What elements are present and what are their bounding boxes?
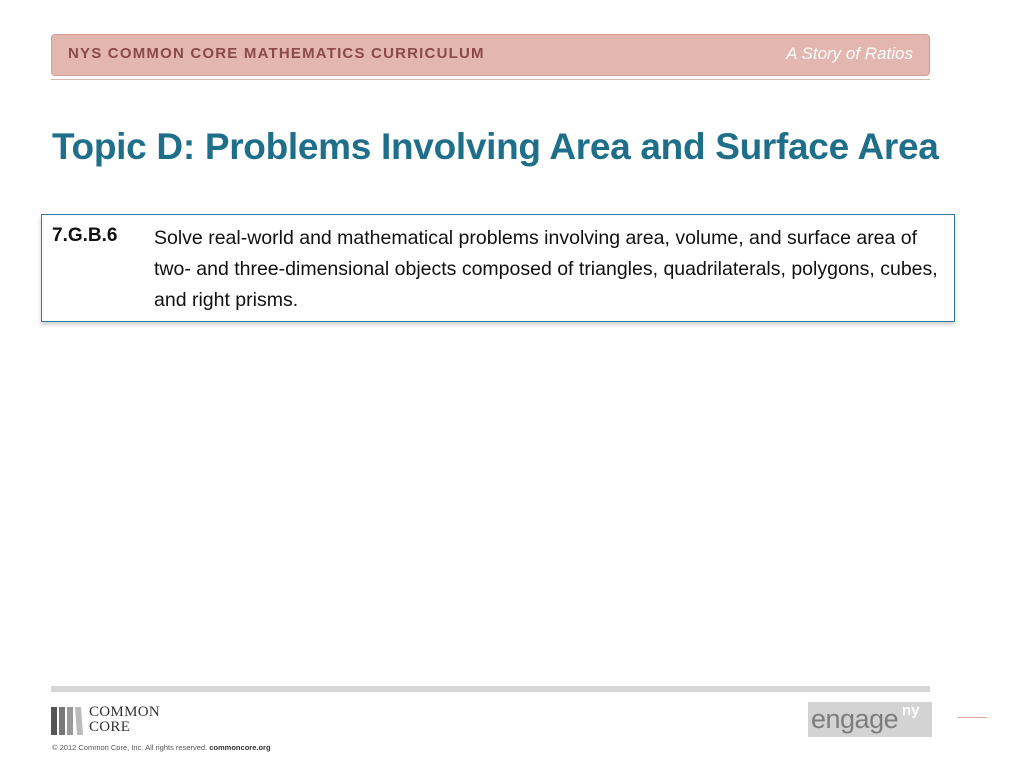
standard-box (41, 214, 955, 322)
engage-superscript: ny (902, 702, 920, 719)
series-label: A Story of Ratios (786, 44, 913, 63)
decorative-line (958, 717, 987, 718)
header-bar (51, 34, 930, 76)
page-title: Topic D: Problems Involving Area and Surface Area (52, 126, 939, 167)
curriculum-label: NYS COMMON CORE MATHEMATICS CURRICULUM (68, 45, 485, 62)
engageny-logo (808, 702, 932, 737)
common-core-wordmark (89, 705, 160, 735)
engage-wordmark: engage (811, 704, 899, 734)
footer-divider (51, 686, 930, 692)
copyright-notice (52, 743, 271, 752)
copyright-site: commoncore.org (209, 743, 271, 752)
copyright-text: © 2012 Common Core, Inc. All rights reserved. (52, 743, 210, 752)
common-core-logo (51, 705, 191, 739)
standard-text: Solve real-world and mathematical problems involving area, volume, and surface area of two- and three-dimensional objects composed of triangles, quadrilaterals, polygons, cubes, and right prisms. (154, 227, 938, 311)
logo-line-1: COMMON (89, 704, 160, 720)
header-divider (51, 79, 930, 80)
standard-code: 7.G.B.6 (52, 225, 118, 246)
logo-line-2: CORE (89, 719, 131, 735)
common-core-bars-icon (51, 707, 83, 735)
